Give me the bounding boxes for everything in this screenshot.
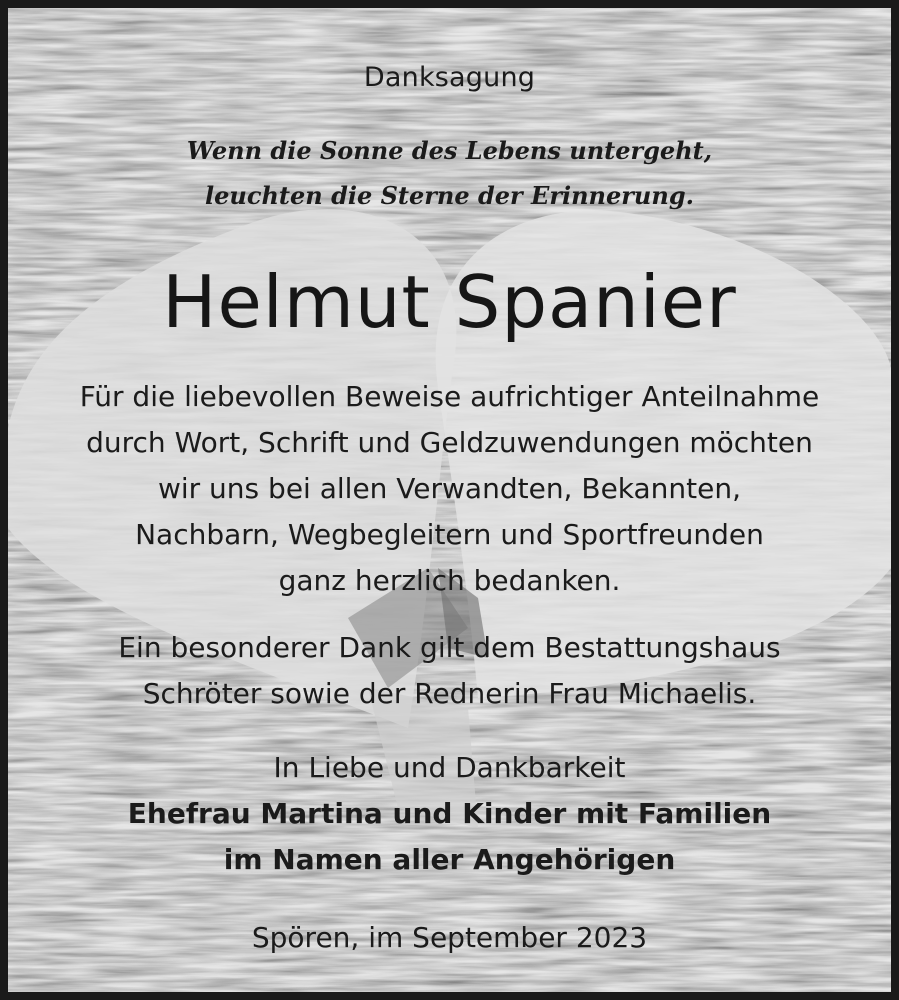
- thanks-line: Für die liebevollen Beweise aufrichtiger Anteilnahme: [79, 380, 820, 413]
- thanks-line: ganz herzlich bedanken.: [278, 564, 621, 597]
- thanks-line: wir uns bei allen Verwandten, Bekannten,: [157, 472, 742, 505]
- special-thanks-line: Schröter sowie der Rednerin Frau Michaelis.: [142, 677, 757, 710]
- thanks-line: durch Wort, Schrift und Geldzuwendungen möchten: [86, 426, 813, 459]
- special-thanks-paragraph: [8, 625, 891, 717]
- notice-heading: Danksagung: [363, 62, 536, 93]
- relatives-signature: im Namen aller Angehörigen: [223, 843, 676, 876]
- thanks-line: Nachbarn, Wegbegleitern und Sportfreunden: [135, 518, 764, 551]
- family-signature: Ehefrau Martina und Kinder mit Familien: [127, 797, 772, 830]
- thanks-paragraph: [8, 374, 891, 604]
- quote-line-2: leuchten die Sterne der Erinnerung.: [205, 181, 694, 210]
- deceased-name: Helmut Spanier: [162, 260, 737, 344]
- place-and-date: Spören, im September 2023: [251, 921, 648, 954]
- notice-text: [8, 8, 891, 992]
- closing-phrase: In Liebe und Dankbarkeit: [273, 751, 626, 784]
- special-thanks-line: Ein besonderer Dank gilt dem Bestattungshaus: [118, 631, 781, 664]
- closing-block: [8, 745, 891, 883]
- quote-line-1: Wenn die Sonne des Lebens untergeht,: [186, 136, 713, 165]
